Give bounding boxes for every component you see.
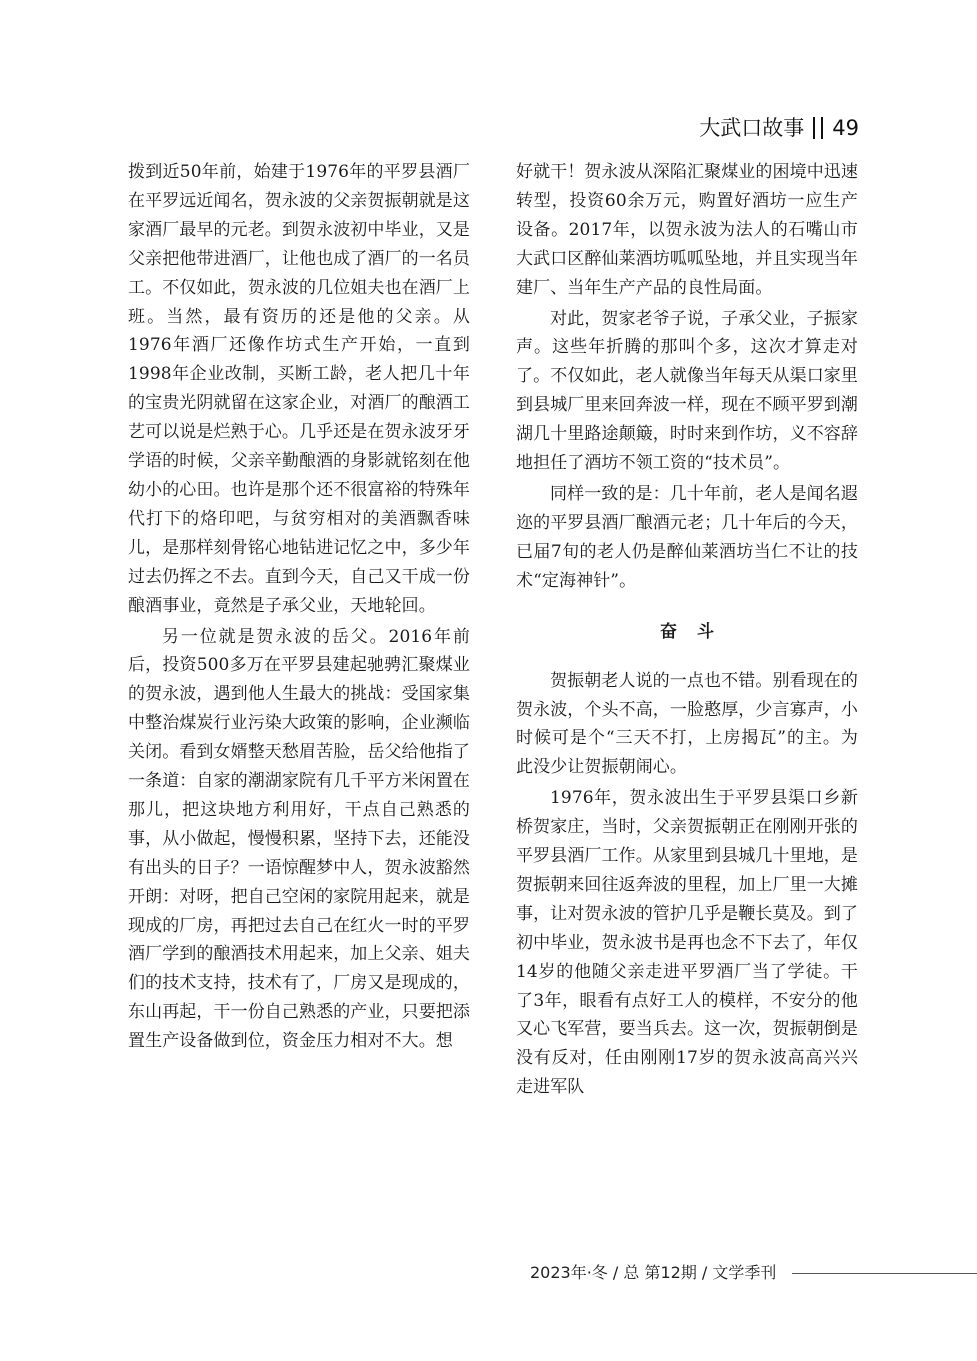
paragraph: 1976年，贺永波出生于平罗县渠口乡新桥贺家庄，当时，父亲贺振朝正在刚刚开张的平罗县酒厂工作。从家里到县城几十里地，是贺振朝来回往返奔波的里程，加上厂里一大摊事，让对贺永波的管护几乎是鞭长莫及。到了初中毕业，贺永波书是再也念不下去了，年仅14岁的他随父亲走进平罗酒厂当了学徒。干了3年，眼看有点好工人的模样，不安分的他又心飞军营，要当兵去。这一次，贺振朝倒是没有反对，任由刚刚17岁的贺永波高高兴兴走进军队 — [516, 788, 858, 1098]
paragraph: 对此，贺家老爷子说，子承父业，子振家声。这些年折腾的那叫个多，这次才算走对了。不仅如此，老人就像当年每天从渠口家里到县城厂里来回奔波一样，现在不顾平罗到潮湖几十里路途颠簸，时时来到作坊，义不容辞地担任了酒坊不领工资的“技术员”。 — [516, 308, 858, 474]
journal-section-title: 大武口故事 — [699, 116, 805, 140]
issue-info: 2023年·冬 / 总 第12期 / 文学季刊 — [530, 1263, 777, 1282]
running-footer — [530, 1262, 977, 1284]
paragraph: 贺振朝老人说的一点也不错。别看现在的贺永波，个头不高，一脸憨厚，少言寡声，小时候可是个“三天不打，上房揭瓦”的主。为此没少让贺振朝闹心。 — [516, 670, 858, 778]
left-column — [128, 158, 470, 1056]
paragraph: 同样一致的是：几十年前，老人是闻名遐迩的平罗县酒厂酿酒元老；几十年后的今天，已届7旬的老人仍是醉仙莱酒坊当仁不让的技术“定海神针”。 — [516, 483, 858, 591]
section-heading: 奋斗 — [660, 621, 734, 642]
running-header — [699, 114, 859, 142]
footer-rule — [792, 1273, 977, 1274]
paragraph: 拨到近50年前，始建于1976年的平罗县酒厂在平罗远近闻名，贺永波的父亲贺振朝就是这家酒厂最早的元老。到贺永波初中毕业，又是父亲把他带进酒厂，让他也成了酒厂的一名员工。不仅如此，贺永波的几位姐夫也在酒厂上班。当然，最有资历的还是他的父亲。从1976年酒厂还像作坊式生产开始，一直到1998年企业改制，买断工龄，老人把几十年的宝贵光阴就留在这家企业，对酒厂的酿酒工艺可以说是烂熟于心。几乎还是在贺永波牙牙学语的时候，父亲辛勤酿酒的身影就铭刻在他幼小的心田。也许是那个还不很富裕的特殊年代打下的烙印吧，与贫穷相对的美酒飘香味儿，是那样刻骨铭心地钻进记忆之中，多少年过去仍挥之不去。直到今天，自己又干成一份酿酒事业，竟然是子承父业，天地轮回。 — [128, 162, 470, 616]
double-bar-divider — [813, 117, 823, 139]
page-number: 49 — [832, 116, 859, 140]
right-column — [516, 158, 858, 1102]
paragraph: 另一位就是贺永波的岳父。2016年前后，投资500多万在平罗县建起驰骋汇聚煤业的贺永波，遇到他人生最大的挑战：受国家集中整治煤炭行业污染大政策的影响，企业濒临关闭。看到女婿整天愁眉苦脸，岳父给他指了一条道：自家的潮湖家院有几千平方米闲置在那儿，把这块地方利用好，干点自己熟悉的事，从小做起，慢慢积累，坚持下去，还能没有出头的日子？一语惊醒梦中人，贺永波豁然开朗：对呀，把自己空闲的家院用起来，就是现成的厂房，再把过去自己在红火一时的平罗酒厂学到的酿酒技术用起来，加上父亲、姐夫们的技术支持，技术有了，厂房又是现成的，东山再起，干一份自己熟悉的产业，只要把添置生产设备做到位，资金压力相对不大。想 — [128, 626, 470, 1052]
paragraph: 好就干！贺永波从深陷汇聚煤业的困境中迅速转型，投资60余万元，购置好酒坊一应生产设备。2017年，以贺永波为法人的石嘴山市大武口区醉仙莱酒坊呱呱坠地，并且实现当年建厂、当年生产产品的良性局面。 — [516, 162, 858, 298]
